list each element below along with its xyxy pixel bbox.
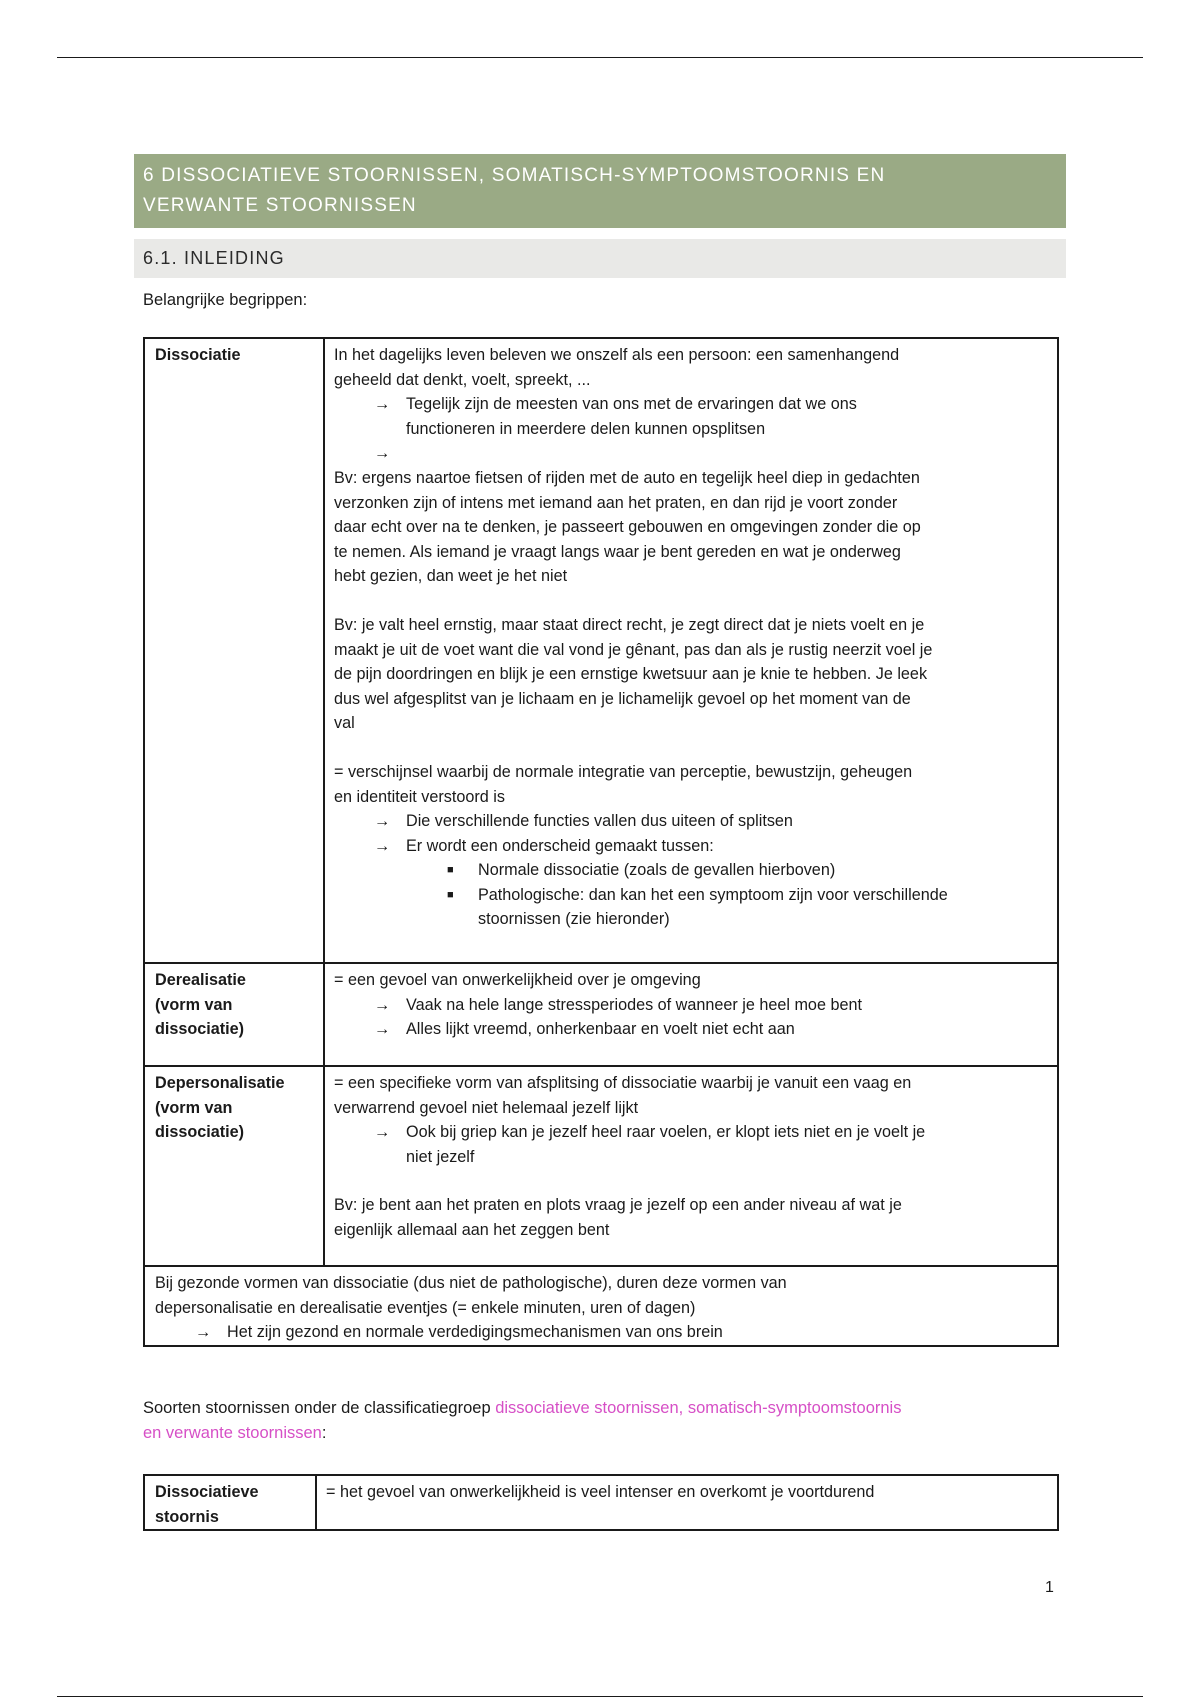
chapter-heading <box>134 154 1066 228</box>
text-line: = een gevoel van onwerkelijkheid over je omgeving <box>334 971 701 989</box>
text-line: niet jezelf <box>406 1147 475 1166</box>
term-line: dissociatie) <box>155 1020 245 1039</box>
term-dissociatieve-stoornis <box>144 1475 316 1530</box>
example-1 <box>334 466 1049 589</box>
concepts-table <box>143 337 1059 1347</box>
text-line: = het gevoel van onwerkelijkheid is veel intenser en overkomt je voortdurend <box>326 1483 875 1501</box>
text-line: Vaak na hele lange stressperiodes of wanneer je heel moe bent <box>406 995 862 1014</box>
text-line: functioneren in meerdere delen kunnen opsplitsen <box>406 419 766 438</box>
term-line: Depersonalisatie <box>155 1074 285 1092</box>
text-line: Bv: je bent aan het praten en plots vraag je jezelf op een ander niveau af wat je <box>334 1196 902 1215</box>
text-line: verzonken zijn of intens met iemand aan het praten, en dan rijd je voort zonder <box>334 493 898 512</box>
text-line: depersonalisatie en derealisatie eventjes (= enkele minuten, uren of dagen) <box>155 1298 696 1317</box>
arrow-item <box>334 1017 1049 1042</box>
arrow-item <box>155 1320 1049 1345</box>
table-row <box>144 338 1058 963</box>
page-number: 1 <box>1045 1579 1054 1596</box>
text-line: Bv: ergens naartoe fietsen of rijden met de auto en tegelijk heel diep in gedachten <box>334 468 920 487</box>
types-paragraph <box>143 1396 1073 1446</box>
disorders-table <box>143 1474 1059 1531</box>
definition-derealisatie <box>324 963 1058 1066</box>
term-line: (vorm van <box>155 995 233 1014</box>
chapter-heading-line-1: 6 DISSOCIATIEVE STOORNISSEN, SOMATISCH-SYMPTOOMSTOORNIS EN <box>143 165 886 186</box>
term-line: (vorm van <box>155 1098 233 1117</box>
arrow-item <box>334 392 1049 441</box>
types-text: Soorten stoornissen onder de classificatiegroep <box>143 1399 496 1417</box>
term-depersonalisatie <box>144 1066 324 1266</box>
arrow-icon: → <box>374 1123 391 1142</box>
table-row <box>144 1066 1058 1266</box>
text-line: Alles lijkt vreemd, onherkenbaar en voelt niet echt aan <box>406 1020 795 1039</box>
text-line: In het dagelijks leven beleven we onszelf als een persoon: een samenhangend <box>334 346 900 364</box>
types-colon: : <box>321 1424 327 1442</box>
types-highlight: dissociatieve stoornissen, somatisch-symptoomstoornis <box>495 1399 902 1417</box>
arrow-icon: → <box>374 812 391 831</box>
definition-dissociatieve-stoornis <box>316 1475 1058 1530</box>
bullet-item <box>334 858 1049 883</box>
arrow-icon: → <box>374 836 391 855</box>
text-line: Normale dissociatie (zoals de gevallen hierboven) <box>478 861 836 880</box>
text-line: daar echt over na te denken, je passeert gebouwen en omgevingen zonder die op <box>334 518 921 537</box>
text-line: Bij gezonde vormen van dissociatie (dus niet de pathologische), duren deze vormen van <box>155 1274 787 1292</box>
arrow-item <box>334 809 1049 834</box>
arrow-item <box>334 834 1049 859</box>
definition-depersonalisatie <box>324 1066 1058 1266</box>
arrow-item-empty <box>334 441 1049 466</box>
term-dissociatie: Dissociatie <box>144 338 324 963</box>
arrow-icon: → <box>374 1020 391 1039</box>
note-cell <box>144 1266 1058 1346</box>
text-line: Ook bij griep kan je jezelf heel raar voelen, er klopt iets niet en je voelt je <box>406 1123 926 1142</box>
text-line: geheeld dat denkt, voelt, spreekt, ... <box>334 370 591 389</box>
term-derealisatie <box>144 963 324 1066</box>
empty-line <box>406 441 1049 466</box>
text-line: Er wordt een onderscheid gemaakt tussen: <box>406 836 714 855</box>
arrow-icon: → <box>195 1323 212 1342</box>
definition-dissociatie <box>324 338 1058 963</box>
term-line: Derealisatie <box>155 971 246 989</box>
table-row <box>144 963 1058 1066</box>
text-line: hebt gezien, dan weet je het niet <box>334 567 568 586</box>
table-row <box>144 1266 1058 1346</box>
text-line: Tegelijk zijn de meesten van ons met de ervaringen dat we ons <box>406 395 857 414</box>
section-heading: 6.1. INLEIDING <box>134 239 1066 278</box>
text-line: stoornissen (zie hieronder) <box>478 910 670 929</box>
bottom-rule <box>57 1696 1143 1697</box>
arrow-item <box>334 1120 1049 1169</box>
intro-text: Belangrijke begrippen: <box>143 291 308 309</box>
text-line: Die verschillende functies vallen dus uiteen of splitsen <box>406 812 793 831</box>
top-rule <box>57 57 1143 58</box>
text-line: val <box>334 714 355 733</box>
text-line: Bv: je valt heel ernstig, maar staat direct recht, je zegt direct dat je niets voelt en je <box>334 615 925 634</box>
arrow-icon: → <box>374 395 391 414</box>
term-line: dissociatie) <box>155 1123 245 1142</box>
term-line: Dissociatieve <box>155 1483 259 1501</box>
example-2 <box>334 613 1049 736</box>
text-line: de pijn doordringen en blijk je een ernstige kwetsuur aan je knie te hebben. Je leek <box>334 665 928 684</box>
term-line: stoornis <box>155 1507 219 1526</box>
arrow-icon: → <box>374 444 391 463</box>
chapter-heading-line-2: VERWANTE STOORNISSEN <box>143 195 417 216</box>
bullet-icon: ■ <box>447 864 454 877</box>
types-highlight: en verwante stoornissen <box>143 1424 322 1442</box>
text-line: Pathologische: dan kan het een symptoom zijn voor verschillende <box>478 885 948 904</box>
text-line: verwarrend gevoel niet helemaal jezelf lijkt <box>334 1098 639 1117</box>
bullet-icon: ■ <box>447 888 454 901</box>
text-line: eigenlijk allemaal aan het zeggen bent <box>334 1220 610 1239</box>
text-line: dus wel afgesplitst van je lichaam en je lichamelijk gevoel op het moment van de <box>334 689 911 708</box>
text-line: en identiteit verstoord is <box>334 787 505 806</box>
text-line: te nemen. Als iemand je vraagt langs waar je bent gereden en wat je onderweg <box>334 542 901 561</box>
text-line: Het zijn gezond en normale verdedigingsmechanismen van ons brein <box>227 1323 723 1342</box>
arrow-item <box>334 993 1049 1018</box>
arrow-icon: → <box>374 995 391 1014</box>
text-line: maakt je uit de voet want die val vond je gênant, pas dan als je rustig neerzit voel je <box>334 640 933 659</box>
text-line: = een specifieke vorm van afsplitsing of dissociatie waarbij je vanuit een vaag en <box>334 1074 912 1092</box>
table-row <box>144 1475 1058 1530</box>
bullet-item <box>334 883 1049 932</box>
text-line: = verschijnsel waarbij de normale integratie van perceptie, bewustzijn, geheugen <box>334 762 913 781</box>
